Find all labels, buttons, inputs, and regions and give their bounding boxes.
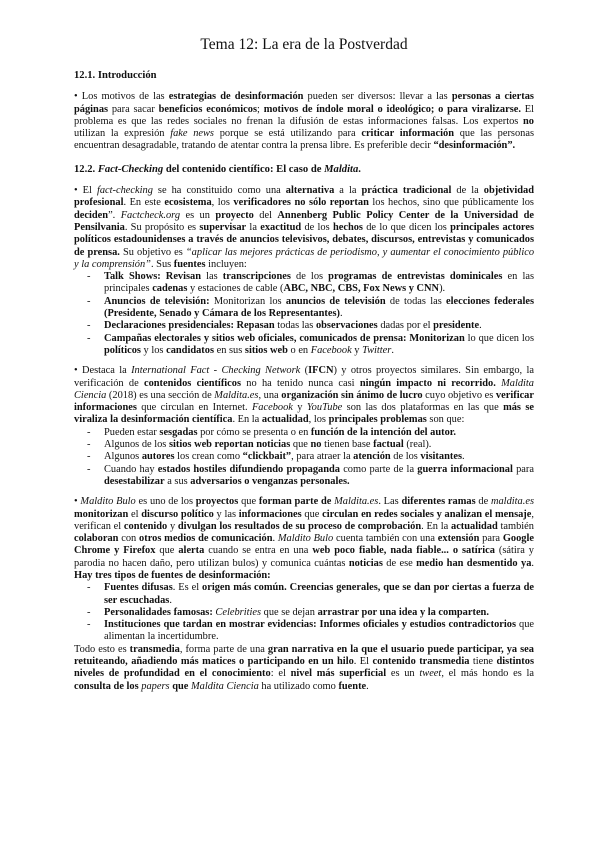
list-item: - Declaraciones presidenciales: Repasan todas las observaciones dadas por el presidente.: [104, 320, 534, 332]
page-title: Tema 12: La era de la Postverdad: [200, 36, 408, 53]
list-item: - Fuentes difusas. Es el origen más común. Creencias generales, que se dan por ciertas a fuerza de ser escuchadas.: [104, 582, 534, 607]
list-item: - Algunos de los sitios web reportan noticias que no tienen base factual (real).: [104, 439, 534, 451]
list-item: - Instituciones que tardan en mostrar evidencias: Informes oficiales y estudios contradictorios que alimentan la incertidumbre.: [104, 619, 534, 644]
list-item: - Talk Shows: Revisan las transcripciones de los programas de entrevistas dominicales en las principales cadenas y estaciones de cable (ABC, NBC, CBS, Fox News y CNN).: [104, 271, 534, 296]
list-item: - Cuando hay estados hostiles difundiendo propaganda como parte de la guerra informacional para desestabilizar a sus adversarios o venganzas personales.: [104, 464, 534, 489]
section-heading-factchecking: 12.2. Fact-Checking del contenido científico: El caso de Maldita.: [74, 163, 361, 175]
section-heading-intro: 12.1. Introducción: [74, 70, 157, 81]
list-item: - Algunos autores los crean como “clickbait”, para atraer la atención de los visitantes.: [104, 451, 534, 463]
list-item: - Pueden estar sesgadas por cómo se presenta o en función de la intención del autor.: [104, 427, 534, 439]
list-item: - Anuncios de televisión: Monitorizan los anuncios de televisión de todas las elecciones federales (Presidente, Senado y Cámara de los Representantes).: [104, 296, 534, 321]
list-item: - Campañas electorales y sitios web oficiales, comunicados de prensa: Monitorizan lo que dicen los políticos y los candidatos en sus sitios web o en Facebook y Twitter.: [104, 333, 534, 358]
paragraph-intro: • Los motivos de las estrategias de desinformación pueden ser diversos: llevar a las personas a ciertas páginas para sacar beneficios económicos; motivos de índole moral o ideológico; o para viralizarse. El problema es que las redes sociales no frenan la difusión de estas informaciones falsas. Los expertos no utilizan la expresión fake news porque se está utilizando para criticar información que las personas encuentran desagradable, tratando de atentar contra la prensa libre. Es preferible decir “desinformación”.: [74, 91, 535, 152]
paragraph-factchecking: • El fact-checking se ha constituido como una alternativa a la práctica tradicional de la objetividad profesional. En este ecosistema, los verificadores no sólo reportan los hechos, sino que públicamente los deciden”. Factcheck.org es un proyecto del Annenberg Public Policy Center de la Universidad de Pensilvania. Su propósito es supervisar la exactitud de los hechos de lo que dicen los principales actores políticos estadounidenses a través de anuncios televisivos, debates, discursos, entrevistas y comunicados de prensa. Su objetivo es “aplicar las mejores prácticas de periodismo, y aumentar el conocimiento público y la comprensión”. Sus fuentes incluyen:: [74, 185, 535, 270]
paragraph-maldito-bulo: • Maldito Bulo es uno de los proyectos que forman parte de Maldita.es. Las diferentes ramas de maldita.es monitorizan el discurso político y las informaciones que circulan en redes sociales y analizan el mensaje, verifican el contenido y divulgan los resultados de su proceso de comprobación. En la actualidad también colaboran con otros medios de comunicación. Maldito Bulo cuenta también con una extensión para Google Chrome y Firefox que alerta cuando se entra en una web poco fiable, nada fiable... o satírica (sátira y parodia no hacen daño, pero utilizan bulos) y comunica cuántas noticias de ese medio han desmentido ya. Hay tres tipos de fuentes de desinformación:: [74, 496, 534, 581]
list-factcheck-sources: [74, 271, 534, 357]
list-problems: [74, 427, 534, 488]
paragraph-ifcn: • Destaca la International Fact - Checking Network (IFCN) y otros proyectos similares. Sin embargo, la verificación de contenidos científicos no ha tenido nunca casi ningún impacto ni recorrido. Maldita Ciencia (2018) es una sección de Maldita.es, una organización sin ánimo de lucro cuyo objetivo es verificar informaciones que circulan en Internet. Facebook y YouTube son las dos plataformas en las que más se viraliza la desinformación científica. En la actualidad, los principales problemas son que:: [74, 365, 534, 426]
list-disinformation-sources: [74, 582, 534, 643]
paragraph-transmedia: Todo esto es transmedia, forma parte de una gran narrativa en la que el usuario puede participar, ya sea retuiteando, añadiendo más matices o participando en un hilo. El contenido transmedia tiene distintos niveles de profundidad en el conocimiento: el nivel más superficial es un tweet, el más hondo es la consulta de los papers que Maldita Ciencia ha utilizado como fuente.: [74, 643, 535, 692]
list-item: - Personalidades famosas: Celebrities que se dejan arrastrar por una idea y la comparten.: [104, 607, 534, 619]
